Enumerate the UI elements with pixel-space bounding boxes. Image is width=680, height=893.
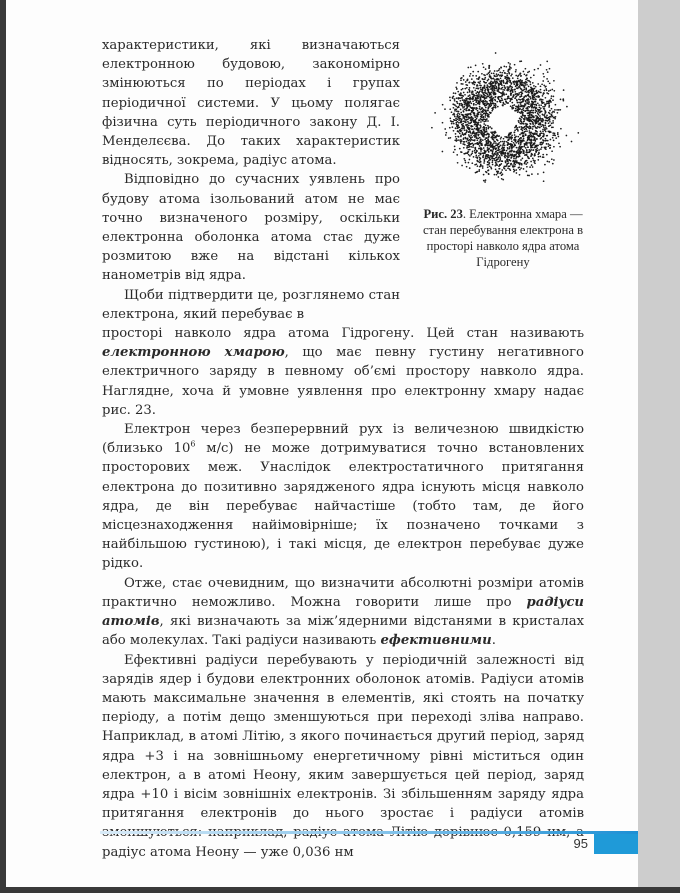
- paragraph-1: характеристики, які визначаються електронною будовою, закономірно змінюються по періодах і групах періодичної системи. У цьому полягає фізична суть періодичного закону Д. І. Менделєєва. До таких характеристик відносять, зокрема, радіус атома.: [102, 38, 400, 169]
- paragraph-6: Ефективні радіуси перебувають у періодичній залежності від зарядів ядер і будови електронних оболонок атомів. Радіуси атомів мають максимальне значення в елементів, які стоять на початку періоду, а потім дещо зменшуються при переході зліва направо. Наприклад, в атомі Літію, з якого починається другий період, заряд ядра +3 і на зовнішньому енергетичному рівні міститься один електрон, а в атомі Неону, яким завершується цей період, заряд ядра +10 і вісім зовнішніх електронів. Зі збільшенням заряду ядра притягання електронів до нього зростає і радіуси атомів радіус атома Неону — уже 0,036 нм: [102, 652, 584, 860]
- figure-label: Рис. 23: [423, 207, 463, 221]
- electron-cloud-image: [423, 40, 583, 200]
- page-number: 95: [573, 836, 588, 851]
- scan-bottom-edge: [0, 887, 680, 893]
- scan-right-margin: [638, 0, 680, 893]
- term-atomic-radii: радіуси атомів: [102, 594, 584, 630]
- figure-caption: Рис. 23. Електронна хмара — стан перебування електрона в просторі навколо ядра атома Гідрогену: [422, 207, 584, 269]
- paragraph-5: Отже, стає очевидним, що визначити абсолютні розміри атомів практично неможливо. Можна говорити лише про радіуси атомів, які визначають за між’ядерними відстанями в кристалах або молекулах. Такі радіуси називають ефективними.: [102, 575, 584, 649]
- term-electron-cloud: електронною хмарою: [102, 345, 285, 361]
- paragraph-3-rest: просторі навколо ядра атома Гідрогену. Цей стан називають електронною хмарою, що має певну густину негативного електричного заряду в певному об’ємі простору навколо ядра. Наглядне, хоча й умовне уявлення про електронну хмару надає рис. 23.: [102, 326, 584, 418]
- term-effective: ефективними: [380, 633, 492, 649]
- exponent: 6: [190, 439, 196, 449]
- figure-23: [418, 40, 588, 270]
- page-number-tab: [594, 834, 638, 854]
- footer-line: [100, 831, 638, 834]
- paragraph-4: Електрон через безперервний рух із величезною швидкістю (близько $10^6$ м/с) не може дотримуватися точно встановлених просторових меж. Унаслідок електростатичного притягання електрона до позитивно зарядженого ядра існують місця навколо ядра, де він перебуває найчастіше (тобто там, де його місцезнаходження найімовірніше; їх позначено точками з найбільшою густиною), і такі місця, де електрон перебуває дуже рідко.: [102, 422, 585, 572]
- paragraph-3-start: Щоби підтвердити це, розглянемо стан електрона, який перебуває в: [102, 287, 400, 322]
- paragraph-2: Відповідно до сучасних уявлень про будову атома ізольований атом не має точно визначеного розміру, оскільки електронна оболонка атома стає дуже розмитою вже на відстані кількох нанометрів від ядра.: [102, 172, 400, 284]
